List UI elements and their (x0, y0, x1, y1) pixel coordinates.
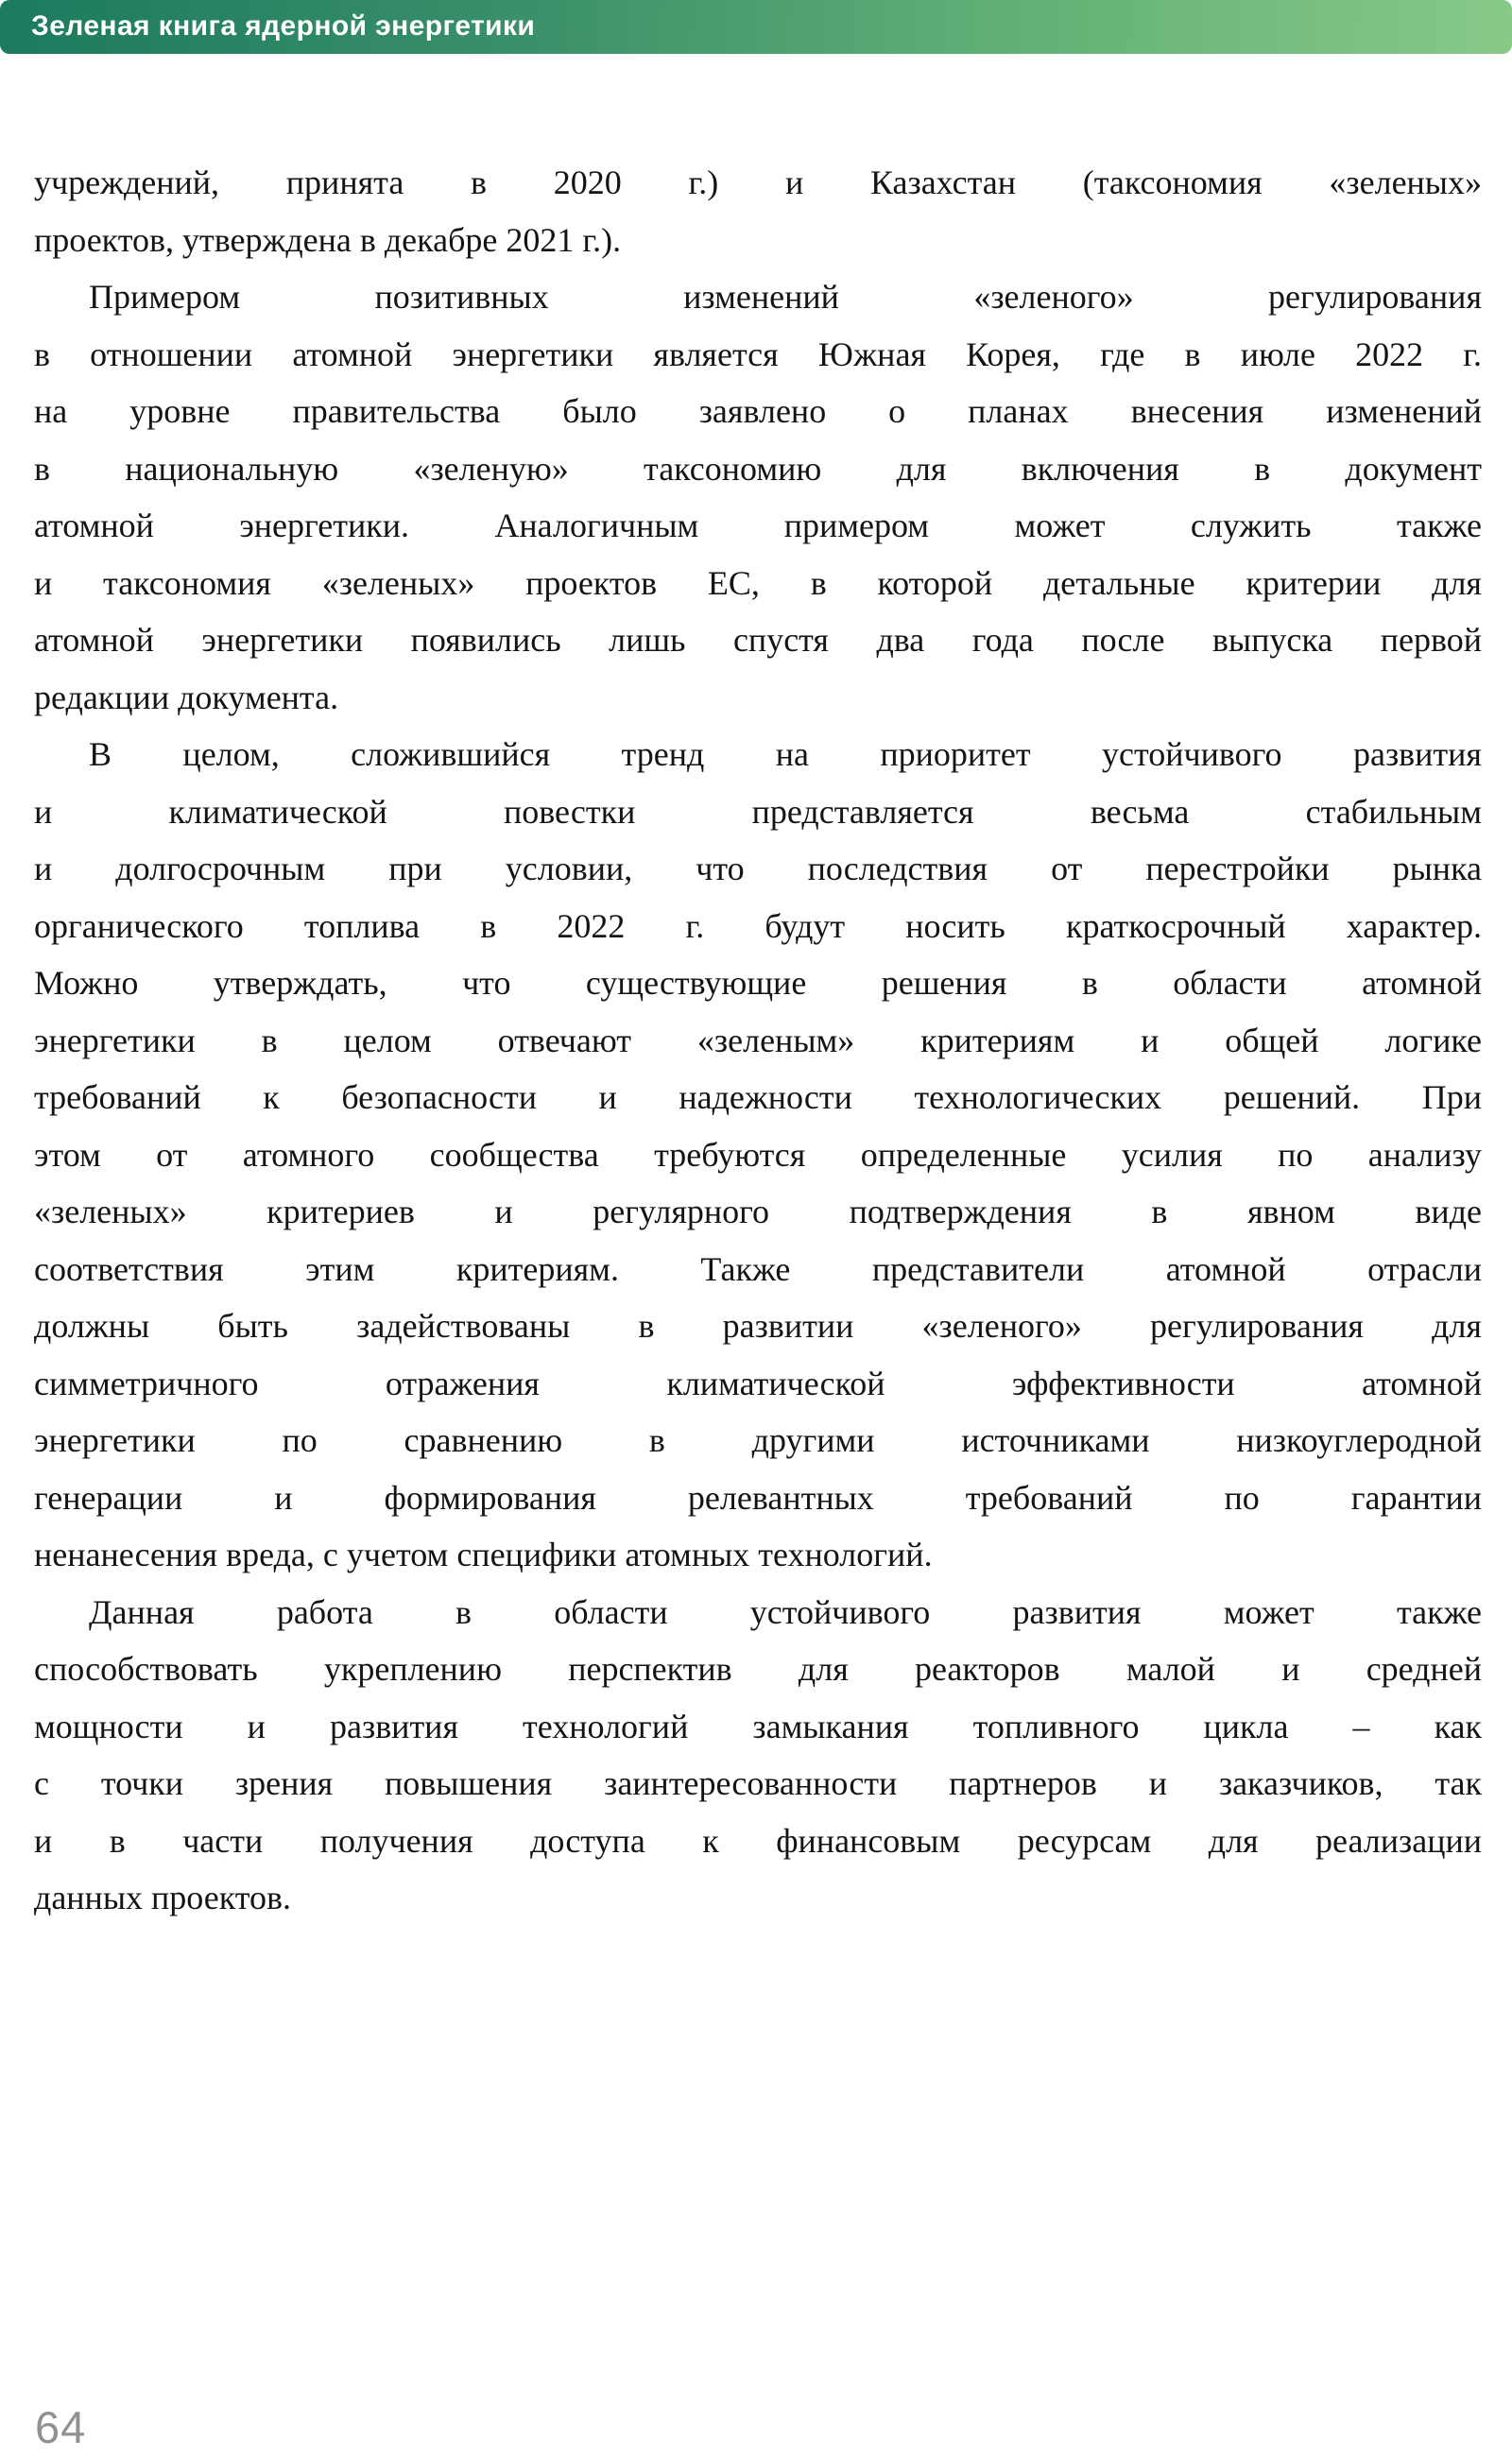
text-line: и таксономия «зеленых» проектов ЕС, в которой детальные критерии для (34, 563, 1482, 602)
text-line: Данная работа в области устойчивого развития может также (89, 1592, 1482, 1631)
header-bar (0, 0, 1512, 54)
text-line: органического топлива в 2022 г. будут носить краткосрочный характер. (34, 906, 1482, 945)
text-line: требований к безопасности и надежности технологических решений. При (34, 1078, 1482, 1116)
text-line: должны быть задействованы в развитии «зеленого» регулирования для (34, 1307, 1482, 1345)
text-line: Можно утверждать, что существующие решения в области атомной (34, 964, 1482, 1002)
text-line: Примером позитивных изменений «зеленого» регулирования (89, 278, 1482, 316)
text-line: ненанесения вреда, с учетом специфики атомных технологий. (34, 1536, 933, 1573)
paragraph (34, 154, 1482, 268)
paragraph (34, 268, 1482, 726)
text-line: и климатической повестки представляется весьма стабильным (34, 792, 1482, 831)
text-line: энергетики в целом отвечают «зеленым» критериям и общей логике (34, 1021, 1482, 1059)
text-line: проектов, утверждена в декабре 2021 г.). (34, 220, 622, 259)
text-line: и в части получения доступа к финансовым ресурсам для реализации (34, 1821, 1482, 1860)
text-line: способствовать укреплению перспектив для реакторов малой и средней (34, 1650, 1482, 1688)
text-line: симметричного отражения климатической эффективности атомной (34, 1364, 1482, 1402)
text-line: В целом, сложившийся тренд на приоритет устойчивого развития (89, 735, 1482, 773)
text-line: атомной энергетики. Аналогичным примером может служить также (34, 507, 1482, 544)
page-number: 64 (35, 2402, 87, 2452)
header-title: Зеленая книга ядерной энергетики (31, 10, 536, 42)
text-line: и долгосрочным при условии, что последствия от перестройки рынка (34, 850, 1482, 887)
text-line: учреждений, принята в 2020 г.) и Казахстан (таксономия «зеленых» (34, 163, 1482, 201)
text-line: этом от атомного сообщества требуются определенные усилия по анализу (34, 1135, 1482, 1174)
text-line: данных проектов. (34, 1879, 291, 1916)
text-line: с точки зрения повышения заинтересованности партнеров и заказчиков, так (34, 1764, 1482, 1802)
paragraph (34, 1584, 1482, 1927)
text-body (34, 154, 1482, 1927)
text-line: мощности и развития технологий замыкания топливного цикла – как (34, 1707, 1482, 1745)
text-line: генерации и формирования релевантных требований по гарантии (34, 1478, 1482, 1517)
text-line: в отношении атомной энергетики является Южная Корея, где в июле 2022 г. (34, 335, 1482, 373)
text-line: «зеленых» критериев и регулярного подтверждения в явном виде (34, 1193, 1482, 1230)
text-line: на уровне правительства было заявлено о планах внесения изменений (34, 392, 1482, 430)
text-line: в национальную «зеленую» таксономию для включения в документ (34, 449, 1482, 488)
paragraph (34, 726, 1482, 1584)
text-line: редакции документа. (34, 678, 339, 716)
text-line: соответствия этим критериям. Также представители атомной отрасли (34, 1249, 1482, 1288)
text-line: атомной энергетики появились лишь спустя два года после выпуска первой (34, 621, 1482, 659)
text-line: энергетики по сравнению в другими источниками низкоуглеродной (34, 1421, 1482, 1459)
